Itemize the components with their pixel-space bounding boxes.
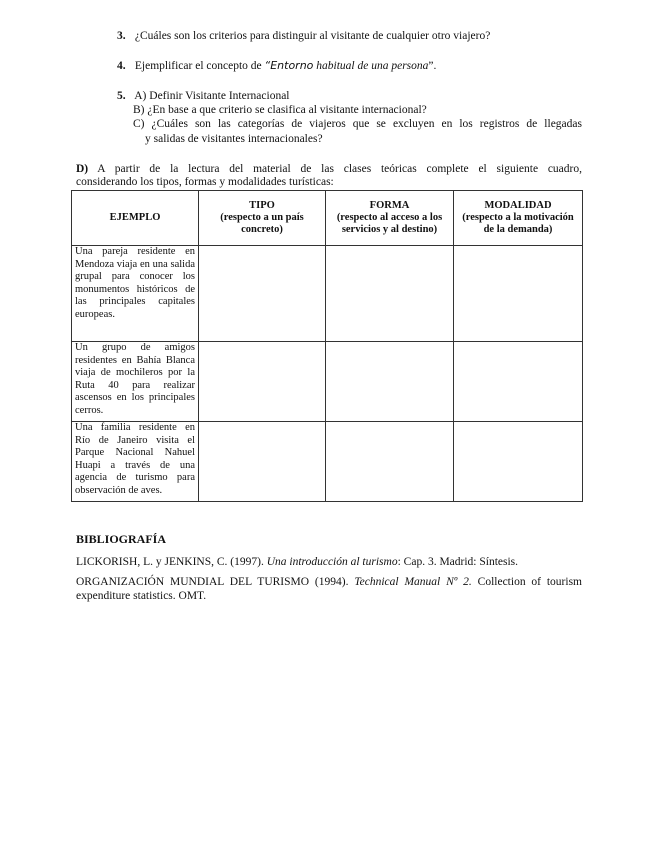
section-d-intro (76, 163, 582, 189)
term-highlight: “Entorno (264, 59, 314, 72)
tipo-cell[interactable] (199, 246, 326, 342)
question-4 (117, 59, 436, 73)
tipo-cell[interactable] (199, 342, 326, 422)
reference-1 (76, 555, 582, 569)
example-cell: Una pareja residente en Mendoza viaja en una salida grupal para conocer los monumentos históricos de las principales capitales europeas. (72, 246, 199, 342)
table-row (72, 342, 583, 422)
question-5c-line1: C) ¿Cuáles son las categorías de viajeros que se excluyen en los registros de llegadas (133, 118, 582, 130)
bibliography-title: BIBLIOGRAFÍA (76, 532, 167, 546)
reference-rest: Collection of tourism expenditure statistics. OMT. (76, 576, 582, 602)
header-modalidad-sub: (respecto a la motivación de la demanda) (462, 212, 574, 235)
question-suffix: ”. (428, 60, 437, 72)
section-d-line1: A partir de la lectura del material de las clases teóricas complete el siguiente cuadro, (88, 163, 582, 175)
question-text: Ejemplificar el concepto de (134, 60, 265, 72)
section-d-line2: considerando los tipos, formas y modalidades turísticas: (76, 176, 334, 188)
question-text: ¿Cuáles son los criterios para distinguir al visitante de cualquier otro viajero? (134, 30, 491, 42)
question-number: 4. (117, 60, 126, 72)
header-forma (326, 191, 454, 246)
tipo-cell[interactable] (199, 422, 326, 502)
header-tipo-title: TIPO (249, 200, 275, 211)
table-row (72, 246, 583, 342)
term-italic: habitual de una persona (313, 60, 429, 72)
question-5c-line2: y salidas de visitantes internacionales? (145, 133, 323, 145)
header-tipo (199, 191, 326, 246)
modalidad-cell[interactable] (454, 422, 583, 502)
reference-title: Una introducción al turismo (266, 556, 398, 568)
reference-2 (76, 575, 582, 603)
header-forma-title: FORMA (369, 200, 410, 211)
modalidad-cell[interactable] (454, 342, 583, 422)
example-cell: Una familia residente en Río de Janeiro visita el Parque Nacional Nahuel Huapi a través de una agencia de turismo para observación de aves. (72, 422, 199, 502)
header-modalidad (454, 191, 583, 246)
question-number: 3. (117, 30, 126, 42)
question-5a: A) Definir Visitante Internacional (134, 90, 290, 102)
header-ejemplo: EJEMPLO (72, 191, 199, 246)
table-header-row (72, 191, 583, 246)
reference-rest: : Cap. 3. Madrid: Síntesis. (397, 556, 519, 568)
modalidad-cell[interactable] (454, 246, 583, 342)
question-3 (117, 29, 490, 43)
table-row (72, 422, 583, 502)
example-cell: Un grupo de amigos residentes en Bahía Blanca viaja de mochileros por la Ruta 40 para realizar ascensos en los principales cerros. (72, 342, 199, 422)
reference-authors: ORGANIZACIÓN MUNDIAL DEL TURISMO (1994). (76, 576, 355, 588)
question-5 (117, 89, 290, 103)
section-d-label: D) (76, 163, 89, 175)
header-modalidad-title: MODALIDAD (484, 200, 552, 211)
forma-cell[interactable] (326, 422, 454, 502)
question-5b: B) ¿En base a que criterio se clasifica al visitante internacional? (133, 104, 427, 116)
reference-title: Technical Manual Nº 2. (354, 576, 472, 588)
forma-cell[interactable] (326, 342, 454, 422)
header-forma-sub: (respecto al acceso a los servicios y al destino) (336, 212, 443, 235)
question-number: 5. (117, 90, 126, 102)
header-tipo-sub: (respecto a un país concreto) (220, 212, 304, 235)
forma-cell[interactable] (326, 246, 454, 342)
classification-table (71, 190, 583, 502)
reference-authors: LICKORISH, L. y JENKINS, C. (1997). (76, 556, 267, 568)
